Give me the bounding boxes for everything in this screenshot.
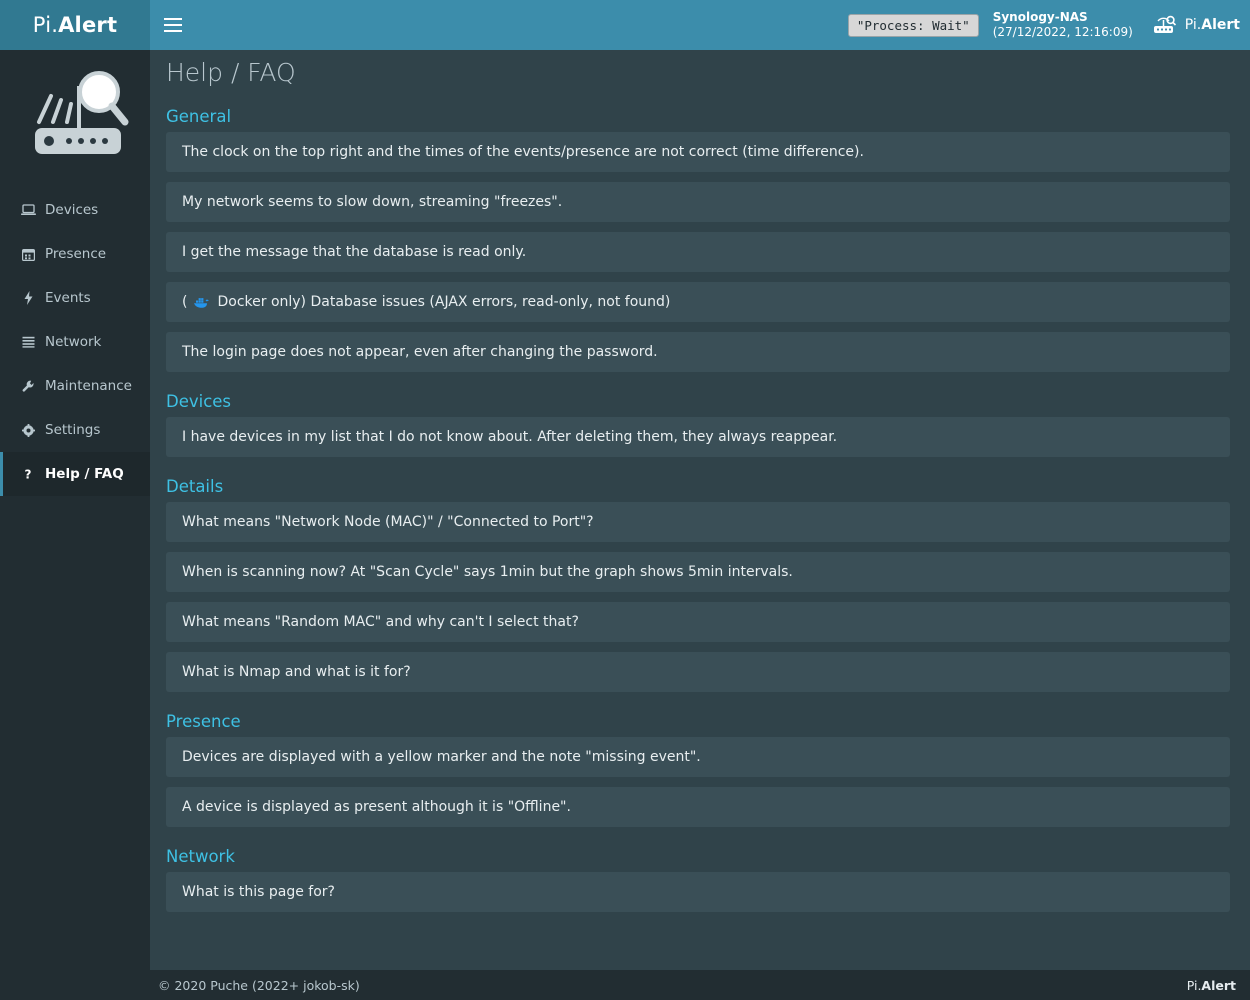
faq-item[interactable]: The clock on the top right and the times of the events/presence are not correct (time difference). xyxy=(166,132,1230,172)
faq-list-details xyxy=(150,502,1250,692)
faq-list-presence xyxy=(150,737,1250,827)
navbar-brand[interactable] xyxy=(1151,15,1240,35)
top-navbar xyxy=(150,0,1250,50)
host-time: (27/12/2022, 12:16:09) xyxy=(992,25,1133,39)
faq-item[interactable]: When is scanning now? At "Scan Cycle" says 1min but the graph shows 5min intervals. xyxy=(166,552,1230,592)
faq-item[interactable]: My network seems to slow down, streaming "freezes". xyxy=(166,182,1230,222)
faq-item[interactable]: Devices are displayed with a yellow marker and the note "missing event". xyxy=(166,737,1230,777)
faq-item[interactable]: I have devices in my list that I do not know about. After deleting them, they always reappear. xyxy=(166,417,1230,457)
faq-item[interactable]: The login page does not appear, even after changing the password. xyxy=(166,332,1230,372)
app-logo[interactable] xyxy=(0,0,150,50)
faq-item[interactable]: I get the message that the database is read only. xyxy=(166,232,1230,272)
faq-item[interactable]: What is this page for? xyxy=(166,872,1230,912)
main-content xyxy=(150,50,1250,970)
sidebar-item-label: Help / FAQ xyxy=(45,466,124,482)
question-icon xyxy=(17,467,39,481)
router-scan-icon xyxy=(1151,15,1177,35)
sidebar-item-devices[interactable] xyxy=(0,188,150,232)
router-magnifier-logo xyxy=(0,50,150,180)
section-title-devices: Devices xyxy=(166,392,232,411)
process-status-badge: "Process: Wait" xyxy=(848,14,979,37)
section-title-general: General xyxy=(166,107,232,126)
sidebar-item-label: Presence xyxy=(45,246,107,262)
faq-item[interactable]: A device is displayed as present although it is "Offline". xyxy=(166,787,1230,827)
svg-text:?: ? xyxy=(24,467,32,481)
sidebar-item-network[interactable] xyxy=(0,320,150,364)
footer-brand: Pi.Alert xyxy=(1186,977,1236,993)
faq-item[interactable]: What means "Random MAC" and why can't I select that? xyxy=(166,602,1230,642)
faq-list-network xyxy=(150,872,1250,912)
section-title-presence: Presence xyxy=(166,712,241,731)
sidebar-item-label: Devices xyxy=(45,202,99,218)
app-logo-light: Pi. xyxy=(32,13,59,37)
calendar-icon xyxy=(17,248,39,261)
header xyxy=(0,0,1250,50)
navbar-right xyxy=(848,0,1250,50)
faq-list-devices xyxy=(150,417,1250,457)
sidebar-item-label: Events xyxy=(45,290,91,306)
faq-item-docker[interactable] xyxy=(166,282,1230,322)
faq-list-general xyxy=(150,132,1250,372)
sidebar-item-events[interactable] xyxy=(0,276,150,320)
footer-copyright: © 2020 Puche (2022+ jokob-sk) xyxy=(158,977,360,993)
navbar-brand-label: Pi.Alert xyxy=(1184,17,1240,33)
sidebar-item-label: Maintenance xyxy=(45,378,132,394)
sidebar-menu xyxy=(0,188,150,496)
sidebar-item-presence[interactable] xyxy=(0,232,150,276)
network-icon xyxy=(17,336,39,348)
sidebar-item-settings[interactable] xyxy=(0,408,150,452)
wrench-icon xyxy=(17,380,39,393)
footer xyxy=(0,970,1250,1000)
host-name: Synology-NAS xyxy=(992,10,1088,24)
faq-item[interactable]: What is Nmap and what is it for? xyxy=(166,652,1230,692)
laptop-icon xyxy=(17,204,39,216)
sidebar-item-label: Network xyxy=(45,334,102,350)
sidebar-item-label: Settings xyxy=(45,422,101,438)
hamburger-icon[interactable] xyxy=(150,0,196,50)
faq-item-prefix: ( xyxy=(182,294,188,310)
bolt-icon xyxy=(17,291,39,305)
sidebar-item-help-faq[interactable] xyxy=(0,452,150,496)
sidebar-item-maintenance[interactable] xyxy=(0,364,150,408)
host-info xyxy=(993,10,1133,40)
app-logo-bold: Alert xyxy=(58,13,118,37)
section-title-network: Network xyxy=(166,847,235,866)
faq-item[interactable]: What means "Network Node (MAC)" / "Connected to Port"? xyxy=(166,502,1230,542)
section-title-details: Details xyxy=(166,477,224,496)
page-title: Help / FAQ xyxy=(166,58,296,87)
docker-whale-icon xyxy=(193,295,211,309)
gear-icon xyxy=(17,424,39,437)
sidebar xyxy=(0,50,150,1000)
faq-item-text: Docker only) Database issues (AJAX errors, read-only, not found) xyxy=(217,294,671,310)
